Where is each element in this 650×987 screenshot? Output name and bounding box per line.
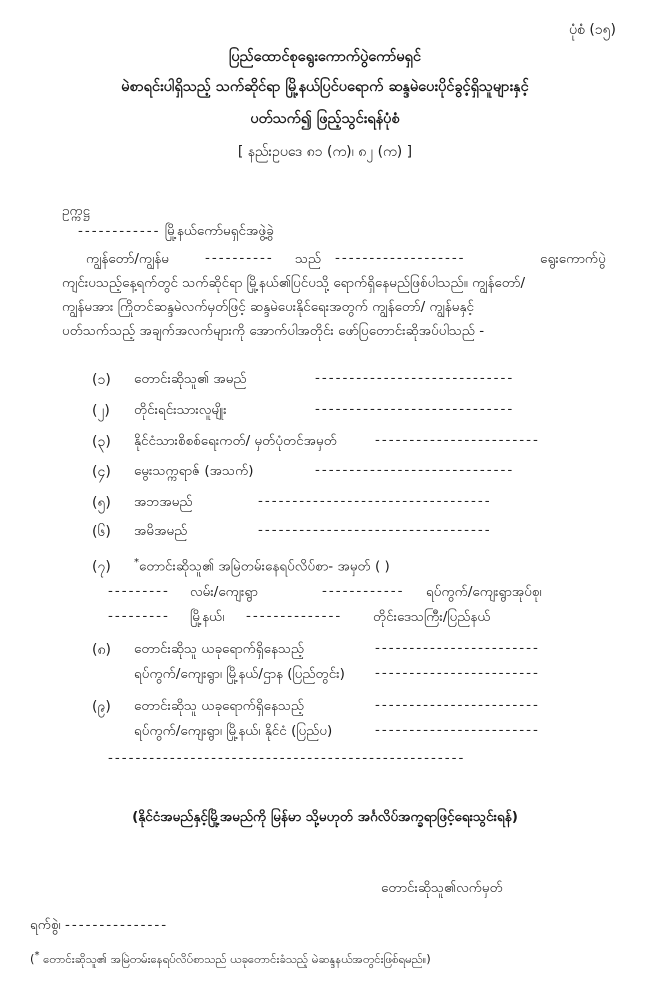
committee-blank[interactable]: ------------ (78, 223, 161, 239)
item-number: (၅) (92, 495, 111, 511)
title-line-2: မဲစာရင်းပါရှိသည့် သက်ဆိုင်ရာ မြို့နယ်ပြင်ပရောက် ဆန္ဒမဲပေးပိုင်ခွင့်ရှိသူများနှင့် (121, 79, 529, 95)
intro-line-3: ကျွန်မအား ကြိုတင်ဆန္ဒမဲလက်မှတ်ဖြင့် ဆန္ဒမဲပေးနိုင်ရေးအတွက် ကျွန်တော်/ ကျွန်မနှင့် (62, 299, 474, 315)
address-label: *တောင်းဆိုသူ၏ အမြဲတမ်းနေရပ်လိပ်စာ- အမှတ် ( ) (134, 557, 390, 575)
item-number: (၃) (92, 434, 111, 450)
committee-label: မြို့နယ်ကော်မရှင်အဖွဲ့ခွဲ (164, 223, 274, 239)
item-number: (၈) (92, 642, 111, 658)
footnote-star: * (34, 950, 40, 961)
name-blank[interactable]: ---------- (205, 250, 274, 266)
rule-reference: [ နည်းဥပဒေ ၈၁ (က)၊ ၈၂ (က) ] (237, 144, 413, 160)
title-line-3: ပတ်သက်၍ ဖြည့်သွင်းရန်ပုံစံ (250, 111, 400, 127)
date-label: ရက်စွဲ၊ (30, 917, 61, 933)
region-label: တိုင်းဒေသကြီး/ပြည်နယ် (373, 609, 491, 625)
salutation: ဥက္ကဋ္ဌ (62, 203, 91, 219)
footnote: (* တောင်းဆိုသူ၏ အမြဲတမ်းနေရပ်လိပ်စာသည် ယခုတောင်းခံသည့် မဲဆန္ဒနယ်အတွင်းဖြစ်ရမည်။) (30, 950, 431, 966)
title-line-1: ပြည်ထောင်စုရွေးကောက်ပွဲကော်မရှင် (228, 49, 422, 65)
region-blank[interactable]: -------------- (246, 608, 343, 624)
current-location-label: တောင်းဆိုသူ ယခုရောက်ရှိနေသည့် (134, 641, 305, 657)
item-number: (၉) (92, 699, 111, 715)
writing-instruction: (နိုင်ငံအမည်နှင့်မြို့အမည်ကို မြန်မာ သို့မဟုတ် အင်္ဂလိပ်အက္ခရာဖြင့်ရေးသွင်းရန်) (132, 809, 518, 825)
election-blank[interactable]: ------------------- (335, 250, 466, 266)
item-label: မွေးသက္ကရာဇ် (အသက်) (134, 463, 254, 479)
item-number: (၂) (92, 403, 110, 419)
committee-line (78, 222, 274, 242)
item-label: နိုင်ငံသားစိစစ်ရေးကတ်/ မှတ်ပုံတင်အမှတ် (134, 433, 337, 449)
item-blank[interactable]: ------------------------ (375, 432, 540, 448)
township-label: မြို့နယ်၊ (190, 609, 225, 625)
domestic-location-label: ရပ်ကွက်/ကျေးရွာ၊ မြို့နယ်/ဌာန (ပြည်တွင်း) (134, 666, 345, 682)
township-blank[interactable]: --------- (108, 608, 170, 624)
item-label: တိုင်းရင်းသားလူမျိုး (134, 402, 227, 418)
intro-line-2: ကျင်းပသည့်နေ့ရက်တွင် သက်ဆိုင်ရာ မြို့နယ်၏ပြင်ပသို့ ရောက်ရှိနေမည်ဖြစ်ပါသည်။ ကျွန်တော်/ (62, 275, 526, 291)
item-blank[interactable]: ----------------------------- (315, 370, 515, 386)
street-blank[interactable]: --------- (108, 583, 170, 599)
date-line (30, 916, 168, 936)
intro-line-1-c: ရွေးကောက်ပွဲ (540, 251, 606, 267)
abroad-location-label: တောင်းဆိုသူ ယခုရောက်ရှိနေသည့် (134, 698, 305, 714)
abroad-location-blank[interactable]: ------------------------ (375, 697, 540, 713)
intro-line-1-a: ကျွန်တော်/ကျွန်မ (86, 251, 169, 267)
street-label: လမ်း/ကျေးရွာ (190, 584, 258, 600)
ward-blank[interactable]: ------------ (322, 583, 405, 599)
foreign-location-label: ရပ်ကွက်/ကျေးရွာ၊ မြို့နယ်၊ နိုင်ငံ (ပြည်ပ) (134, 723, 333, 739)
footnote-marker: * (134, 557, 139, 568)
item-blank[interactable]: ----------------------------- (315, 401, 515, 417)
item-blank[interactable]: ---------------------------------- (258, 493, 492, 509)
item-blank[interactable]: ---------------------------------- (258, 522, 492, 538)
item-number: (၄) (92, 464, 111, 480)
date-blank[interactable]: --------------- (65, 917, 169, 933)
item-label: အမိအမည် (134, 523, 188, 539)
foreign-location-blank[interactable]: ------------------------ (375, 722, 540, 738)
form-number: ပုံစံ (၁၅) (569, 22, 616, 38)
ward-label: ရပ်ကွက်/ကျေးရွာအုပ်စု၊ (426, 584, 542, 600)
item-number: (၆) (92, 524, 111, 540)
item-label: အဘအမည် (134, 494, 193, 510)
item-number: (၁) (92, 372, 111, 388)
item-label: တောင်းဆိုသူ၏ အမည် (134, 371, 247, 387)
current-location-blank[interactable]: ------------------------ (375, 640, 540, 656)
extra-address-blank[interactable]: ---------------------------------------------------- (108, 750, 466, 766)
signature-label: တောင်းဆိုသူ၏လက်မှတ် (381, 880, 503, 896)
intro-line-4: ပတ်သက်သည့် အချက်အလက်များကို အောက်ပါအတိုင်း ဖော်ပြတောင်းဆိုအပ်ပါသည် - (62, 323, 485, 339)
domestic-location-blank[interactable]: ------------------------ (375, 665, 540, 681)
intro-line-1-b: သည် (295, 251, 322, 267)
item-blank[interactable]: ----------------------------- (315, 462, 515, 478)
item-number: (၇) (92, 559, 111, 575)
